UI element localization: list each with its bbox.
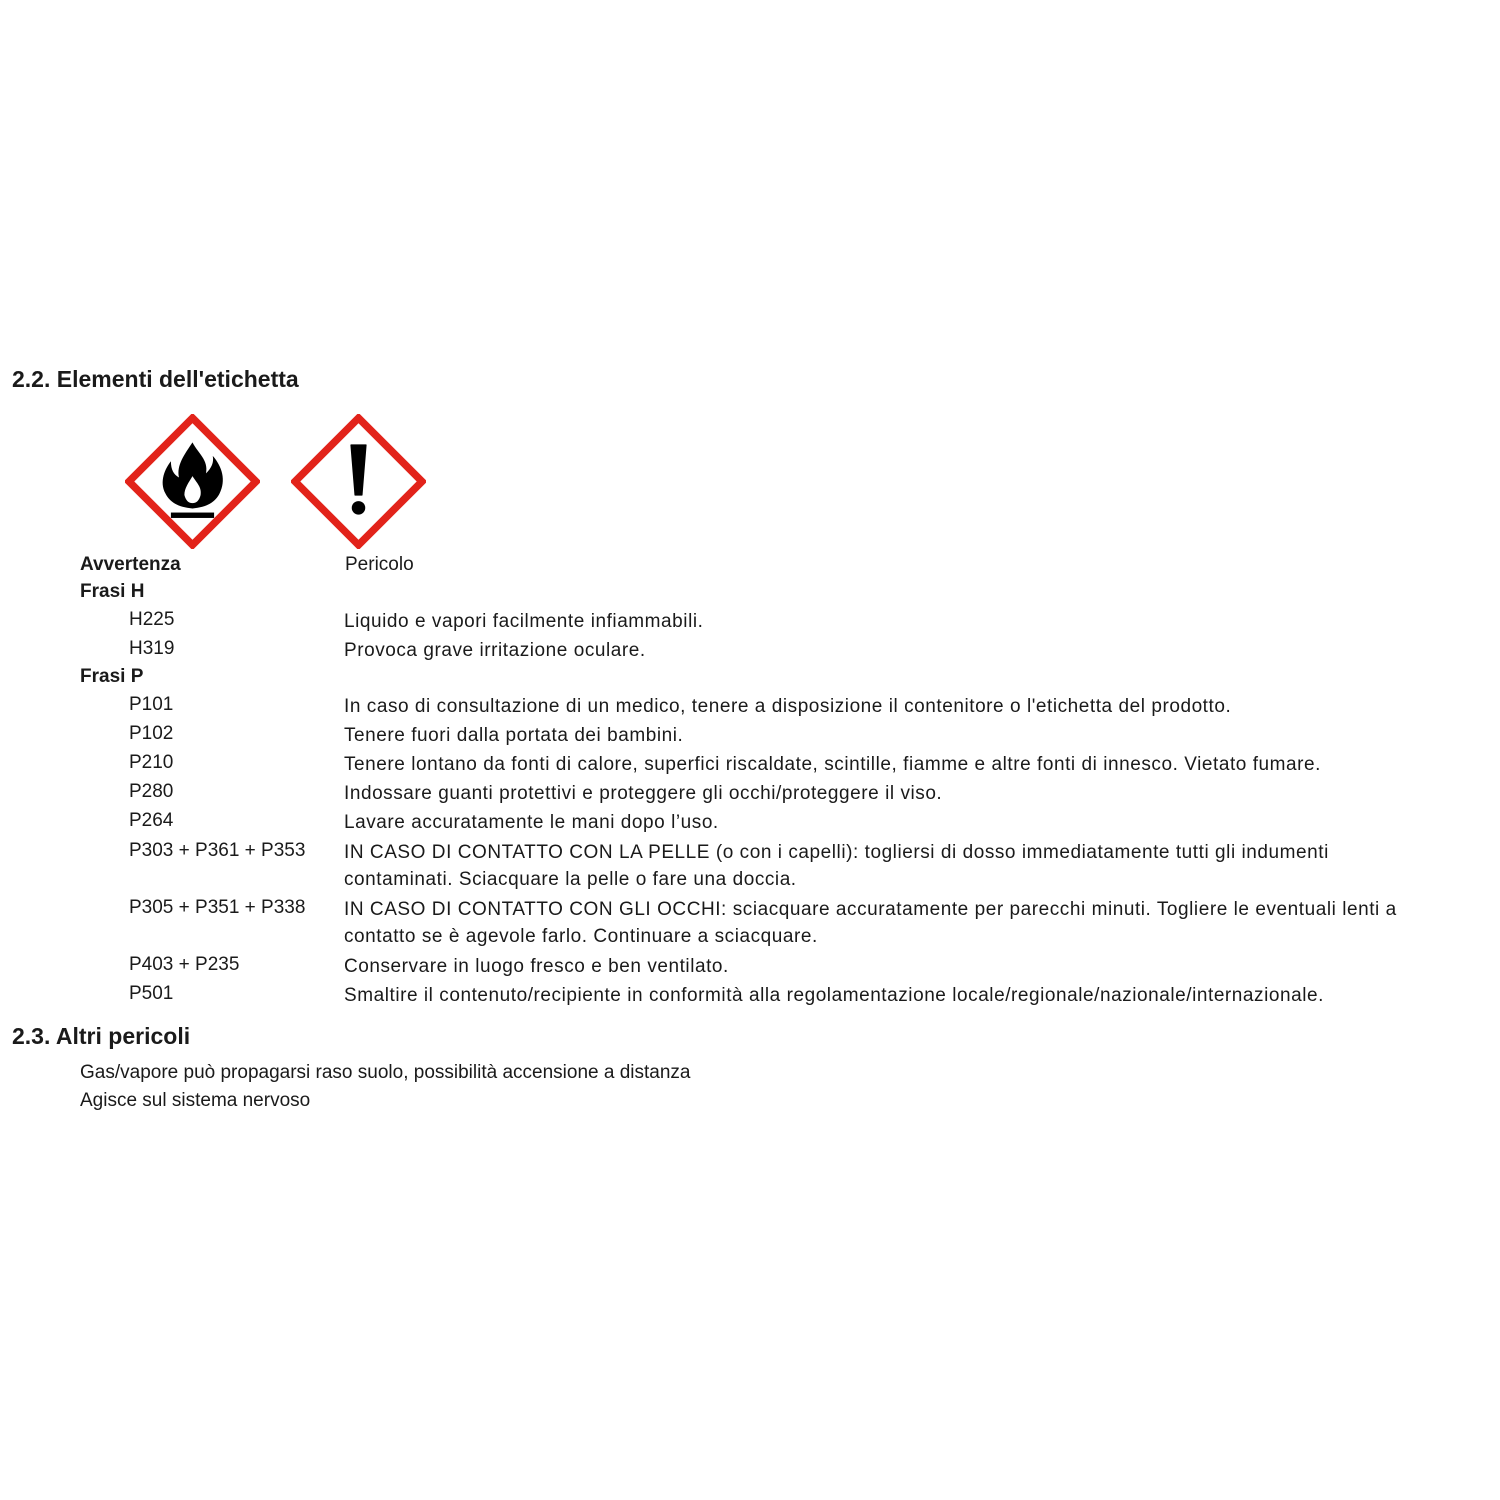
exclamation-mark-icon (291, 414, 426, 549)
h-phrase-text: Liquido e vapori facilmente infiammabili. (344, 611, 704, 632)
other-hazard-item: Agisce sul sistema nervoso (80, 1090, 311, 1111)
flame-icon (125, 414, 260, 549)
p-phrase-text: In caso di consultazione di un medico, tenere a disposizione il contenitore o l'etichetta del prodotto. (344, 696, 1232, 717)
p-phrase-text: IN CASO DI CONTATTO CON GLI OCCHI: sciacquare accuratamente per parecchi minuti. Togliere le eventuali lenti a (344, 899, 1397, 920)
p-phrase-code: P101 (129, 694, 174, 715)
p-phrase-text: Tenere lontano da fonti di calore, superfici riscaldate, scintille, fiamme e altre fonti di innesco. Vietato fumare. (344, 754, 1321, 775)
p-phrases-label: Frasi P (80, 666, 144, 687)
other-hazard-item: Gas/vapore può propagarsi raso suolo, possibilità accensione a distanza (80, 1062, 691, 1083)
p-phrase-code: P102 (129, 723, 174, 744)
p-phrase-code: P264 (129, 810, 174, 831)
h-phrase-code: H319 (129, 638, 175, 659)
p-phrase-code: P403 + P235 (129, 954, 240, 975)
signal-word-label: Avvertenza (80, 554, 181, 575)
signal-word-value: Pericolo (345, 554, 414, 575)
p-phrase-text: IN CASO DI CONTATTO CON LA PELLE (o con i capelli): togliersi di dosso immediatamente tutti gli indumenti (344, 842, 1329, 863)
h-phrases-label: Frasi H (80, 581, 145, 602)
p-phrase-text: Lavare accuratamente le mani dopo l’uso. (344, 812, 719, 833)
p-phrase-text: Conservare in luogo fresco e ben ventilato. (344, 956, 729, 977)
p-phrase-text: Smaltire il contenuto/recipiente in conformità alla regolamentazione locale/regionale/nazionale/internazionale. (344, 985, 1324, 1006)
p-phrase-code: P210 (129, 752, 174, 773)
p-phrase-code: P280 (129, 781, 174, 802)
p-phrase-text: Tenere fuori dalla portata dei bambini. (344, 725, 684, 746)
h-phrase-code: H225 (129, 609, 175, 630)
p-phrase-code: P501 (129, 983, 174, 1004)
p-phrase-code: P303 + P361 + P353 (129, 840, 306, 861)
h-phrase-text: Provoca grave irritazione oculare. (344, 640, 646, 661)
p-phrase-text: Indossare guanti protettivi e proteggere gli occhi/proteggere il viso. (344, 783, 943, 804)
section-title-other-hazards: 2.3. Altri pericoli (12, 1023, 191, 1049)
section-title-label-elements: 2.2. Elementi dell'etichetta (12, 366, 299, 392)
p-phrase-text-continued: contatto se è agevole farlo. Continuare a sciacquare. (344, 926, 818, 947)
p-phrase-code: P305 + P351 + P338 (129, 897, 306, 918)
p-phrase-text-continued: contaminati. Sciacquare la pelle o fare una doccia. (344, 869, 797, 890)
